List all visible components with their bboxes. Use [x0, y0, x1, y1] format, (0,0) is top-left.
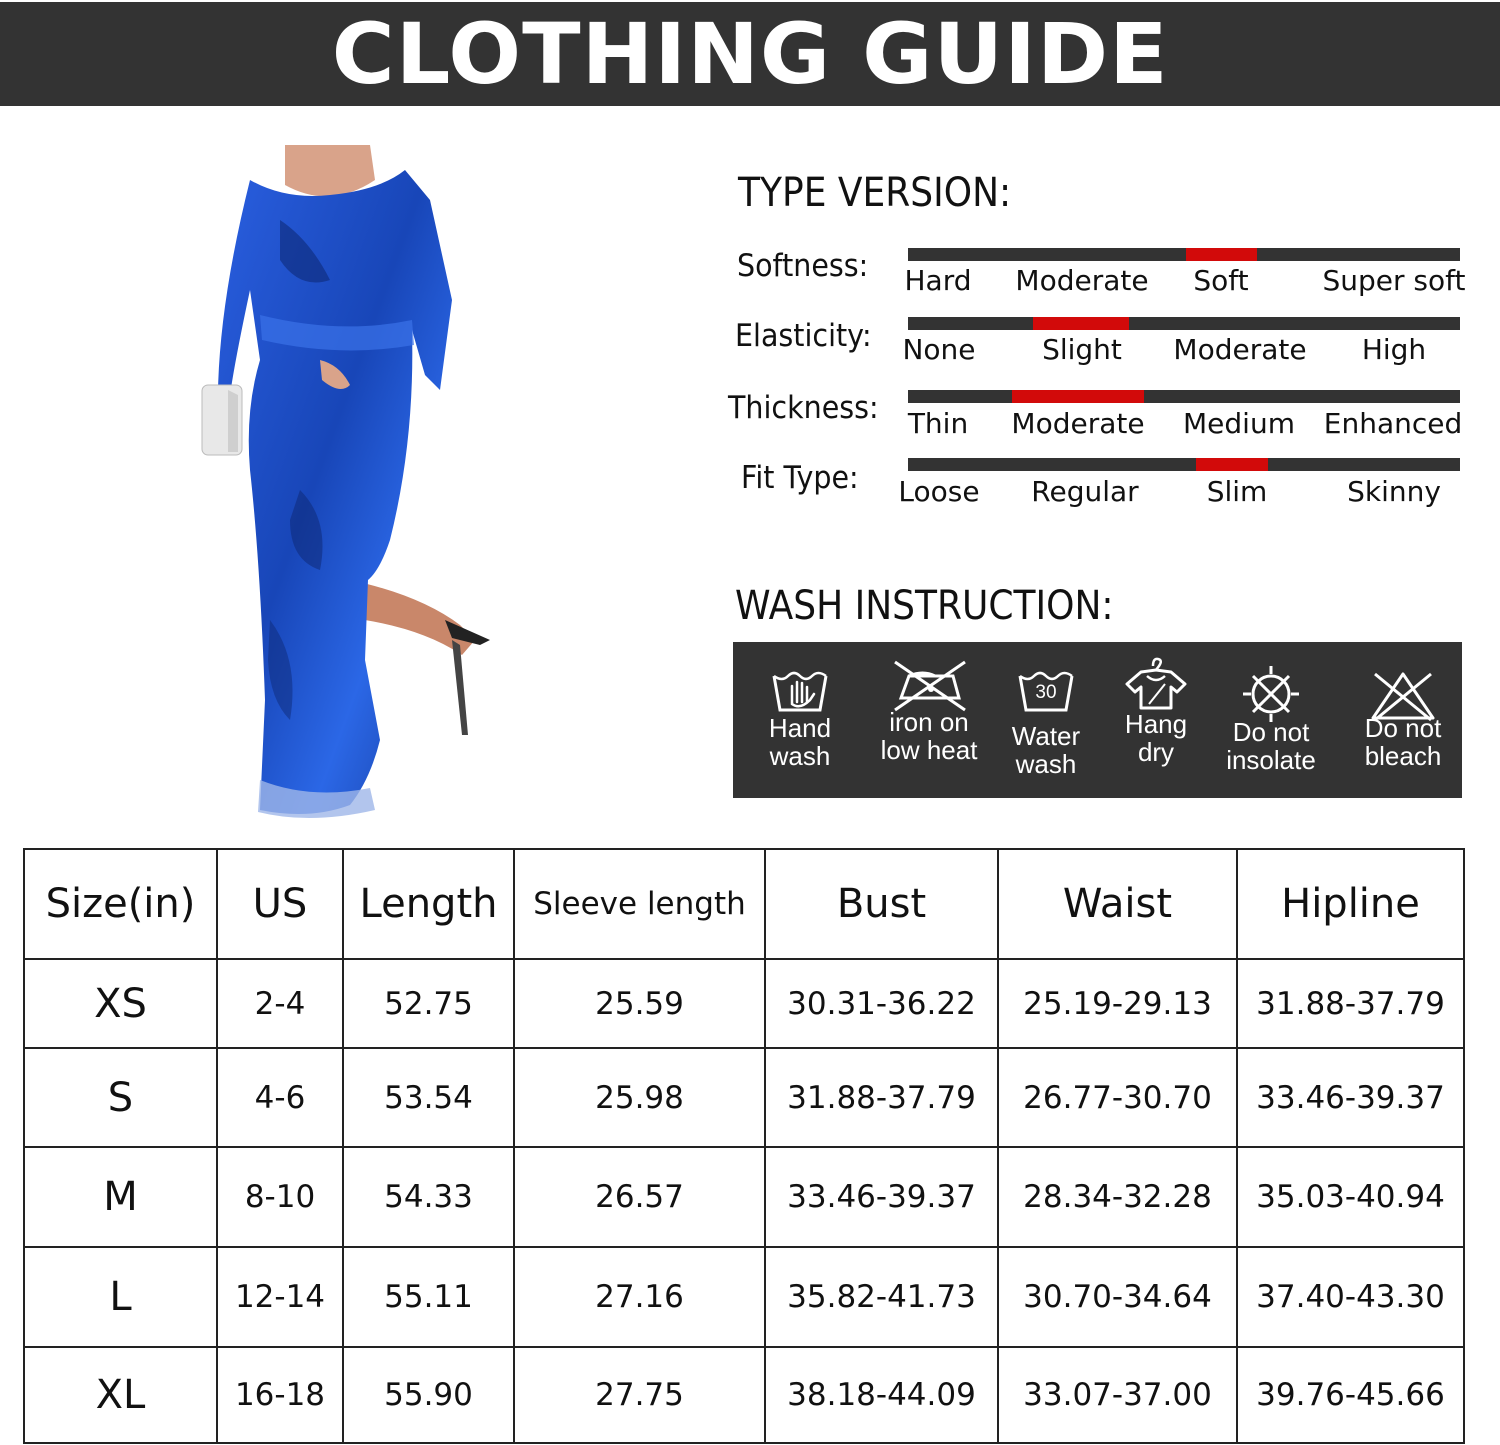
- table-row: [24, 1247, 1464, 1347]
- table-cell: 30.70-34.64: [998, 1247, 1237, 1347]
- hang-dry-label: Hang dry: [1124, 709, 1188, 767]
- table-cell: 33.07-37.00: [998, 1347, 1237, 1443]
- column-header: Hipline: [1237, 849, 1464, 959]
- table-cell: 25.98: [514, 1048, 765, 1147]
- fit-type-option: Loose: [898, 475, 980, 508]
- wash-item-do-not-bleach: [1353, 642, 1453, 798]
- water-wash-label: Water wash: [1011, 721, 1081, 779]
- elasticity-option: Moderate: [1173, 333, 1307, 366]
- table-cell: 35.03-40.94: [1237, 1147, 1464, 1247]
- fit-type-option: Regular: [1031, 475, 1139, 508]
- table-cell: 26.57: [514, 1147, 765, 1247]
- table-cell: 38.18-44.09: [765, 1347, 998, 1443]
- table-cell: 12-14: [217, 1247, 343, 1347]
- table-cell: 16-18: [217, 1347, 343, 1443]
- softness-option-selected: Soft: [1193, 264, 1249, 297]
- size-cell: XL: [24, 1347, 217, 1443]
- table-cell: 2-4: [217, 959, 343, 1048]
- thickness-option-selected: Moderate: [1011, 407, 1145, 440]
- wash-item-hang-dry: [1111, 642, 1201, 798]
- wash-instruction-title: WASH INSTRUCTION:: [735, 583, 1114, 629]
- table-cell: 26.77-30.70: [998, 1048, 1237, 1147]
- table-cell: 27.75: [514, 1347, 765, 1443]
- table-header-row: [24, 849, 1464, 959]
- softness-selected-indicator: [1186, 248, 1257, 261]
- table-cell: 39.76-45.66: [1237, 1347, 1464, 1443]
- thickness-option: Enhanced: [1323, 407, 1463, 440]
- elasticity-selected-indicator: [1033, 317, 1129, 330]
- hang-dry-icon: [1121, 654, 1191, 710]
- water-wash-temperature: 30: [1035, 682, 1057, 703]
- size-cell: XS: [24, 959, 217, 1048]
- softness-option: Hard: [904, 264, 972, 297]
- thickness-selected-indicator: [1012, 390, 1144, 403]
- table-cell: 25.59: [514, 959, 765, 1048]
- table-cell: 31.88-37.79: [1237, 959, 1464, 1048]
- do-not-bleach-label: Do not bleach: [1364, 713, 1442, 771]
- fit-type-selected-indicator: [1196, 458, 1268, 471]
- table-cell: 53.54: [343, 1048, 514, 1147]
- table-row: [24, 1048, 1464, 1147]
- wash-item-water-wash: [1001, 642, 1091, 798]
- size-cell: S: [24, 1048, 217, 1147]
- size-cell: M: [24, 1147, 217, 1247]
- size-chart-table: [23, 848, 1465, 1444]
- wash-instruction-panel: [733, 642, 1462, 798]
- iron-low-heat-icon: [889, 658, 969, 714]
- table-cell: 33.46-39.37: [765, 1147, 998, 1247]
- elasticity-option: High: [1361, 333, 1427, 366]
- table-row: [24, 1147, 1464, 1247]
- iron-low-heat-label: iron on low heat: [880, 707, 978, 765]
- elasticity-option-selected: Slight: [1042, 333, 1122, 366]
- table-cell: 55.11: [343, 1247, 514, 1347]
- product-photo: [190, 140, 500, 830]
- page-title: CLOTHING GUIDE: [331, 5, 1169, 103]
- size-cell: L: [24, 1247, 217, 1347]
- column-header: Length: [343, 849, 514, 959]
- fit-type-option: Skinny: [1347, 475, 1441, 508]
- wash-item-iron-low-heat: [871, 642, 987, 798]
- thickness-scale-bar: [908, 390, 1460, 403]
- table-cell: 28.34-32.28: [998, 1147, 1237, 1247]
- table-row: [24, 1347, 1464, 1443]
- do-not-insolate-label: Do not insolate: [1226, 717, 1316, 775]
- table-cell: 27.16: [514, 1247, 765, 1347]
- elasticity-label: Elasticity:: [735, 318, 872, 354]
- table-cell: 25.19-29.13: [998, 959, 1237, 1048]
- wash-item-hand-wash: [755, 642, 845, 798]
- softness-option: Moderate: [1015, 264, 1149, 297]
- elasticity-scale-bar: [908, 317, 1460, 330]
- column-header: US: [217, 849, 343, 959]
- table-cell: 4-6: [217, 1048, 343, 1147]
- column-header: Size(in): [24, 849, 217, 959]
- softness-label: Softness:: [737, 248, 869, 284]
- table-cell: 31.88-37.79: [765, 1048, 998, 1147]
- hand-wash-label: Hand wash: [768, 713, 832, 771]
- column-header: Waist: [998, 849, 1237, 959]
- fit-type-scale-bar: [908, 458, 1460, 471]
- header-banner: [0, 2, 1500, 106]
- table-cell: 54.33: [343, 1147, 514, 1247]
- table-cell: 55.90: [343, 1347, 514, 1443]
- table-cell: 8-10: [217, 1147, 343, 1247]
- fit-type-option-selected: Slim: [1206, 475, 1268, 508]
- softness-scale-bar: [908, 248, 1460, 261]
- thickness-label: Thickness:: [728, 390, 879, 426]
- wash-item-do-not-insolate: [1221, 642, 1321, 798]
- elasticity-option: None: [902, 333, 976, 366]
- table-cell: 35.82-41.73: [765, 1247, 998, 1347]
- water-wash-30-icon: [1016, 666, 1076, 716]
- model-in-blue-dress-illustration: [190, 140, 500, 830]
- table-cell: 33.46-39.37: [1237, 1048, 1464, 1147]
- column-header: Sleeve length: [514, 849, 765, 959]
- table-cell: 52.75: [343, 959, 514, 1048]
- hand-wash-icon: [770, 666, 830, 716]
- thickness-option: Medium: [1183, 407, 1295, 440]
- softness-option: Super soft: [1322, 264, 1466, 297]
- thickness-option: Thin: [907, 407, 969, 440]
- table-row: [24, 959, 1464, 1048]
- column-header: Bust: [765, 849, 998, 959]
- table-cell: 30.31-36.22: [765, 959, 998, 1048]
- do-not-insolate-icon: [1239, 664, 1303, 724]
- fit-type-label: Fit Type:: [741, 460, 859, 496]
- table-cell: 37.40-43.30: [1237, 1247, 1464, 1347]
- type-version-title: TYPE VERSION:: [738, 170, 1012, 216]
